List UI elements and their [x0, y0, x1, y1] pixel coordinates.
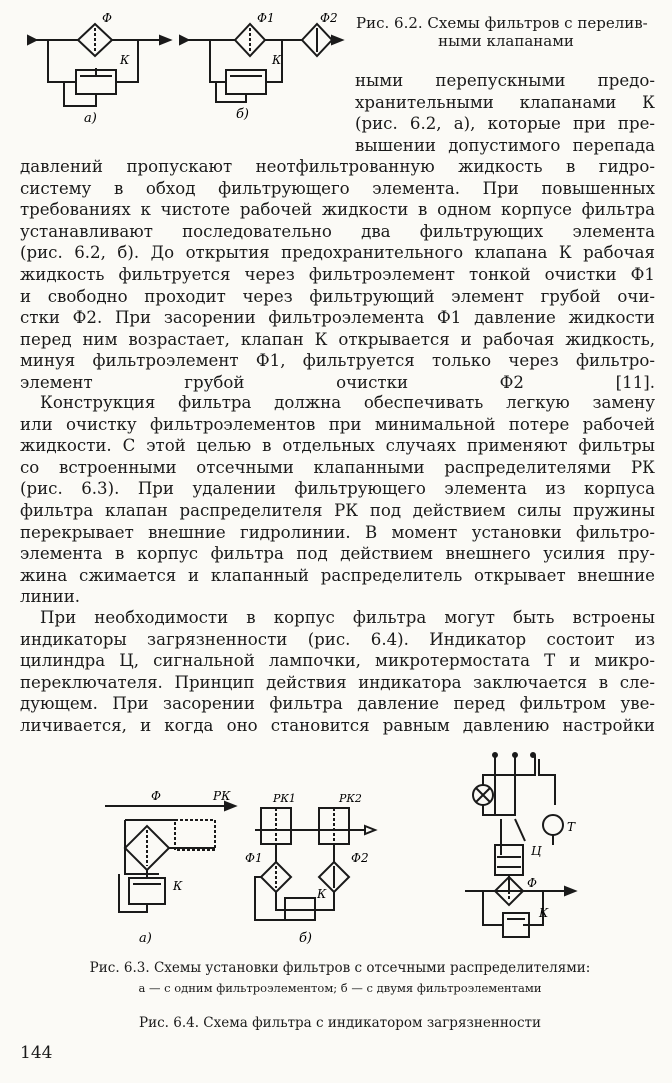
fig63-label-k2: К [317, 887, 327, 901]
fig63-label-pk1: РК1 [273, 792, 296, 805]
text-line: (рис. 6.2, б). До открытия предохранительного клапана К рабочая [20, 243, 655, 263]
paragraph-1 [20, 156, 655, 394]
fig62-label-a: а) [84, 111, 97, 124]
fig62-label-f2: Ф2 [320, 11, 338, 25]
text-line: элемента в корпус фильтра под действием внешнего усилия пру- [20, 544, 655, 564]
text-line: минуя фильтроэлемент Ф1, фильтруется только через фильтро- [20, 351, 655, 371]
text-line: жидкость фильтруется через фильтроэлемент тонкой очистки Ф1 [20, 264, 655, 284]
fig63-label-k: К [173, 879, 183, 893]
text-line: со встроенными отсечными клапанными распределителями РК [20, 457, 655, 477]
text-line: линии. [20, 587, 81, 607]
text-line: (рис. 6.2, а), которые при пре- [355, 114, 655, 134]
text-line: вышении допустимого перепада [355, 135, 655, 155]
text-line: давлений пропускают неотфильтрованную жидкость в гидро- [20, 157, 655, 176]
text-line: или очистку фильтроэлементов при минимальной потере рабочей [20, 414, 655, 434]
paragraph-2 [20, 392, 655, 608]
fig62-label-k2: К [272, 53, 282, 67]
text-line: устанавливают последовательно два фильтрующих элемента [20, 221, 655, 241]
paragraph-3 [20, 607, 655, 737]
text-beside-figure [355, 70, 655, 156]
caption-line-2: ными клапанами [438, 32, 574, 50]
figure-6-4 [455, 745, 625, 945]
text-line: и свободно проходит через фильтрующий элемент грубой очи- [20, 286, 655, 306]
text-line: личивается, и когда оно становится равным давлению настройки [20, 715, 655, 735]
fig64-label-k: К [539, 906, 549, 920]
text-line: дующем. При засорении фильтра давление перед фильтром уве- [20, 694, 655, 714]
fig64-label-t: Т [567, 820, 576, 834]
fig63-label-pk2: РК2 [339, 792, 362, 805]
figure-6-4-caption: Рис. 6.4. Схема фильтра с индикатором загрязненности [139, 1015, 541, 1031]
text-line: фильтра клапан распределителя РК под действием силы пружины [20, 500, 655, 520]
text-line: Конструкция фильтра должна обеспечивать легкую замену [40, 393, 655, 412]
text-line: переключателя. Принцип действия индикатора заключается в сле- [20, 672, 655, 692]
text-line: жидкости. С этой целью в отдельных случаях применяют фильтры [20, 436, 655, 456]
text-line: перекрывает внешние гидролинии. В момент установки фильтро- [20, 522, 655, 542]
caption-line-1: Рис. 6.3. Схемы установки фильтров с отсечными распределителями: [89, 960, 591, 976]
fig63-label-f2: Ф2 [351, 851, 369, 865]
fig62-label-k: К [120, 53, 130, 67]
text-line: элемент грубой очистки Ф2 [11]. [20, 372, 655, 392]
text-line: При необходимости в корпус фильтра могут быть встроены [40, 608, 655, 627]
fig63-label-a: а) [139, 931, 152, 946]
text-line: ными перепускными предо- [355, 71, 655, 90]
text-line: систему в обход фильтрующего элемента. При повышенных [20, 178, 655, 198]
text-line: требованиях к чистоте рабочей жидкости в одном корпусе фильтра [20, 200, 655, 220]
fig63-label-pk: РК [213, 789, 231, 803]
figure-6-2-caption [356, 14, 656, 50]
text-line: стки Ф2. При засорении фильтроэлемента Ф1 давление жидкости [20, 308, 655, 328]
fig62-label-b: б) [236, 107, 250, 122]
text-line: (рис. 6.3). При удалении фильтрующего элемента из корпуса [20, 479, 655, 499]
text-line: перед ним возрастает, клапан К открывается и рабочая жидкость, [20, 329, 655, 349]
fig64-label-c: Ц [531, 844, 542, 858]
figure-6-3-caption [60, 958, 620, 998]
text-line: хранительными клапанами К [355, 92, 655, 112]
figure-6-2 [20, 6, 350, 124]
caption-line-1: Рис. 6.2. Схемы фильтров с перелив- [356, 14, 648, 32]
fig63-label-b: б) [299, 931, 313, 946]
fig64-label-f: Ф [527, 876, 537, 890]
fig63-label-f: Ф [151, 789, 161, 803]
text-line: индикаторы загрязненности (рис. 6.4). Индикатор состоит из [20, 629, 655, 649]
fig62-label-f: Ф [102, 11, 112, 25]
text-line: жина сжимается и клапанный распределитель открывает внешние [20, 565, 655, 585]
caption-line-2: а — с одним фильтроэлементом; б — с двумя фильтроэлементами [138, 981, 542, 995]
page-number: 144 [20, 1043, 53, 1063]
text-line: цилиндра Ц, сигнальной лампочки, микротермостата Т и микро- [20, 651, 655, 671]
figure-6-3 [95, 770, 385, 950]
fig62-label-f1: Ф1 [257, 11, 275, 25]
fig63-label-f1: Ф1 [245, 851, 263, 865]
